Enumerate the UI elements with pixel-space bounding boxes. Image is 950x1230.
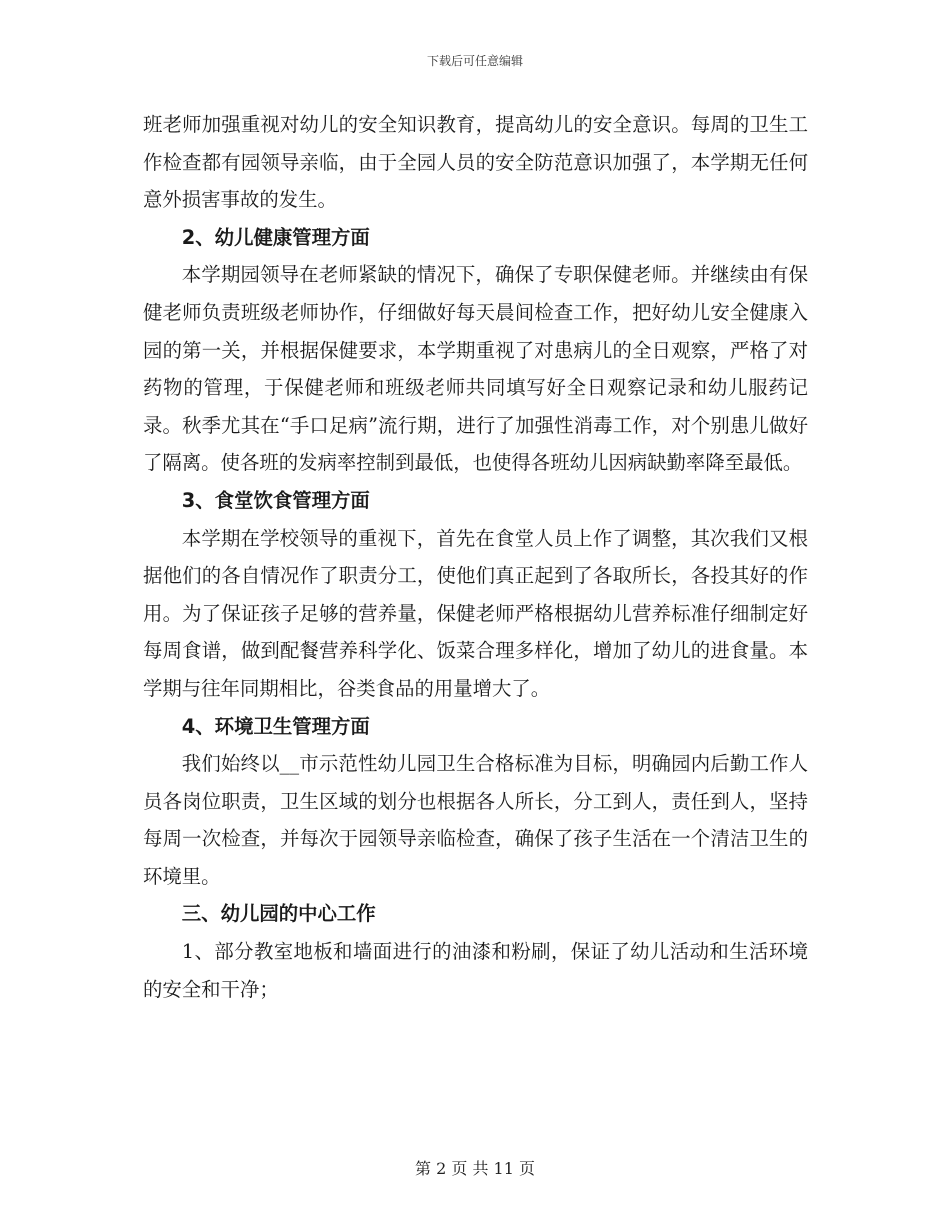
page-header: 下载后可任意编辑 <box>426 54 523 68</box>
section-heading-health: 2、幼儿健康管理方面 <box>181 225 370 249</box>
section-heading-canteen: 3、食堂饮食管理方面 <box>181 488 370 512</box>
section-heading-environment: 4、环境卫生管理方面 <box>181 714 370 738</box>
paragraph-canteen: 本学期在学校领导的重视下，首先在食堂人员上作了调整，其次我们又根据他们的各自情况作了职责分工，使他们真正起到了各取所长，各投其好的作用。为了保证孩子足够的营养量，保健老师严格根据幼儿营养标准仔细制定好每周食谱，做到配餐营养科学化、饭菜合理多样化，增加了幼儿的进食量。本学期与往年同期相比，谷类食品的用量增大了。 <box>143 526 808 700</box>
page-number: 第 2 页 共 11 页 <box>415 1159 535 1178</box>
document-body <box>143 106 808 1008</box>
section-heading-central-work: 三、幼儿园的中心工作 <box>181 902 376 926</box>
paragraph-central-work-1: 1、部分教室地板和墙面进行的油漆和粉刷，保证了幼儿活动和生活环境的安全和干净； <box>143 940 808 1001</box>
paragraph-health: 本学期园领导在老师紧缺的情况下，确保了专职保健老师。并继续由有保健老师负责班级老师协作，仔细做好每天晨间检查工作，把好幼儿安全健康入园的第一关，并根据保健要求，本学期重视了对患病儿的全日观察，严格了对药物的管理，于保健老师和班级老师共同填写好全日观察记录和幼儿服药记录。秋季尤其在“手口足病”流行期，进行了加强性消毒工作，对个别患儿做好了隔离。使各班的发病率控制到最低，也使得各班幼儿因病缺勤率降至最低。 <box>143 263 808 475</box>
paragraph-environment: 我们始终以__市示范性幼儿园卫生合格标准为目标，明确园内后勤工作人员各岗位职责，卫生区域的划分也根据各人所长，分工到人，责任到人，坚持每周一次检查，并每次于园领导亲临检查，确保了孩子生活在一个清洁卫生的环境里。 <box>143 752 808 888</box>
paragraph-continuation: 班老师加强重视对幼儿的安全知识教育，提高幼儿的安全意识。每周的卫生工作检查都有园领导亲临，由于全园人员的安全防范意识加强了，本学期无任何意外损害事故的发生。 <box>143 113 808 212</box>
